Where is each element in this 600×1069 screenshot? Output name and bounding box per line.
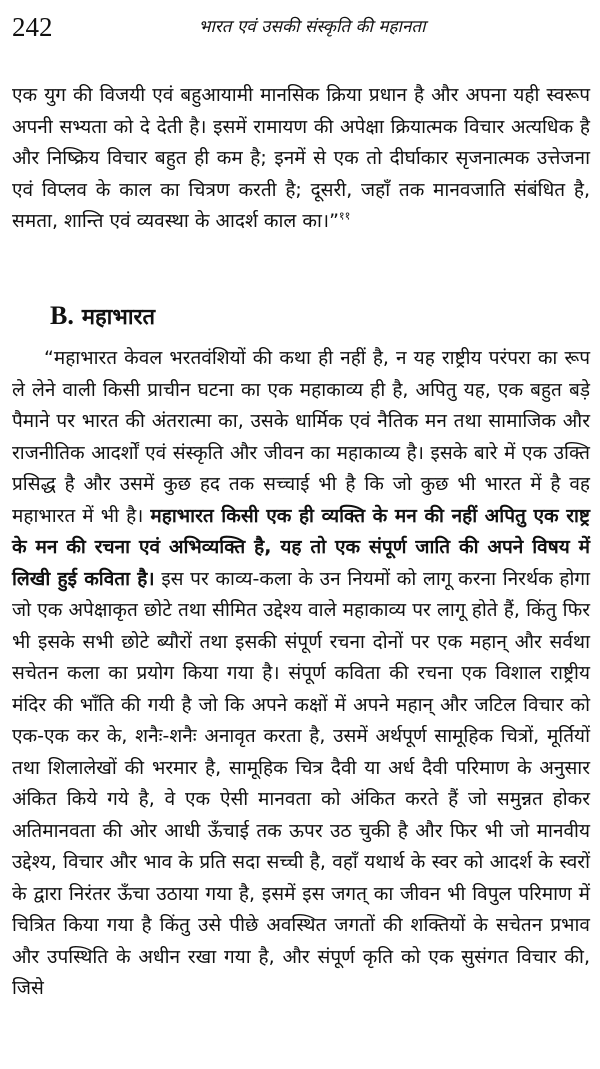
book-title: भारत एवं उसकी संस्कृति की महानता (198, 17, 426, 37)
main-bold-text: महाभारत किसी एक ही व्यक्ति के मन की नहीं अपितु एक राष्ट्र के मन की रचना एवं अभिव्यक्ति है, यह तो एक संपूर्ण जाति की अपने विषय में लिखी हुई कविता है। (12, 504, 590, 590)
intro-paragraph (12, 80, 590, 238)
main-opening-text: “महाभारत केवल भरतवंशियों की कथा ही नहीं है, न यह राष्ट्रीय परंपरा का रूप ले लेने वाली किसी प्राचीन घटना का एक महाकाव्य ही है, अपितु यह, एक बहुत बड़े पैमाने पर भारत की अंतरात्मा का, उसके धार्मिक एवं नैतिक मन तथा सामाजिक और राजनीतिक आदर्शों एवं संस्कृति और जीवन का महाकाव्य है। इसके बारे में एक उक्ति प्रसिद्ध है और उसमें कुछ हद तक सच्चाई भी है कि जो कुछ भी भारत में है वह महाभारत में भी है। (12, 347, 590, 527)
footnote-marker: ११ (338, 209, 351, 223)
main-paragraph (12, 343, 590, 1005)
running-header (12, 8, 588, 48)
page-number: 242 (12, 12, 53, 42)
section-letter: B. (50, 301, 74, 330)
section-heading (50, 297, 155, 337)
section-title: महाभारत (81, 305, 156, 330)
main-rest-text: इस पर काव्य-कला के उन नियमों को लागू करना निरर्थक होगा जो एक अपेक्षाकृत छोटे तथा सीमित उद्देश्य वाले महाकाव्य पर लागू होते हैं, किंतु फिर भी इसके सभी छोटे ब्यौरों तथा इसकी संपूर्ण रचना दोनों पर एक महान् और सर्वथा सचेतन कला का प्रयोग किया गया है। संपूर्ण कविता की रचना एक विशाल राष्ट्रीय मंदिर की भाँति की गयी है जो कि अपने कक्षों में अपने महान् और जटिल विचार को एक-एक कर के, शनैः-शनैः अनावृत करता है, उसमें अर्थपूर्ण सामूहिक चित्रों, मूर्तियों तथा शिलालेखों की भरमार है, सामूहिक चित्र दैवी या अर्ध दैवी परिमाण के अनुसार अंकित किये गये है, वे एक ऐसी मानवता को अंकित करते हैं जो समुन्नत होकर अतिमानवता की ओर आधी ऊँचाई तक ऊपर उठ चुकी है और फिर भी जो मानवीय उद्देश्य, विचार और भाव के प्रति सदा सच्ची है, वहाँ यथार्थ के स्वर को आदर्श के स्वरों के द्वारा निरंतर ऊँचा उठाया गया है, इसमें इस जगत् का जीवन भी विपुल परिमाण में चित्रित किया गया है किंतु उसे पीछे अवस्थित जगतों की शक्तियों के सचेतन प्रभाव और उपस्थिति के अधीन रखा गया है, और संपूर्ण कृति को एक सुसंगत विचार की, जिसे (12, 567, 590, 999)
intro-text: एक युग की विजयी एवं बहुआयामी मानसिक क्रिया प्रधान है और अपना यही स्वरूप अपनी सभ्यता को दे देती है। इसमें रामायण की अपेक्षा क्रियात्मक विचार अत्यधिक है और निष्क्रिय विचार बहुत ही कम है; इनमें से एक तो दीर्घाकार सृजनात्मक उत्तेजना एवं विप्लव के काल का चित्रण करती है; दूसरी, जहाँ तक मानवजाति संबंधित है, समता, शान्ति एवं व्यवस्था के आदर्श काल का।” (12, 84, 590, 232)
